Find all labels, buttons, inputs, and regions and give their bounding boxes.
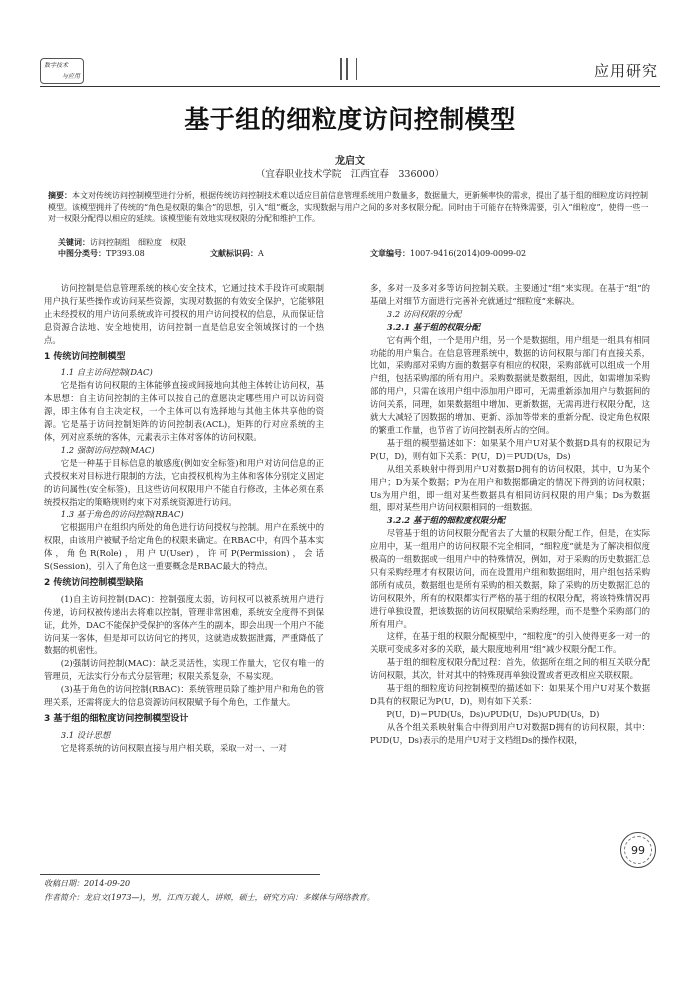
- intro-paragraph: 访问控制是信息管理系统的核心安全技术，它通过技术手段许可或限制用户执行某些操作或访问某些资源，实现对数据的有效安全保护，它能够阻止未经授权的用户访问系统或许可授权的用户访问授权的信息，从而保证信息资源合法地、安全地使用，访问控制一直是信息安全领域探讨的一个热点。: [44, 283, 324, 345]
- paragraph: 多，多对一及多对多等访问控制关联。主要通过“组”来实现。在基于“组”的基础上对细节方面进行完善补充就通过“细粒度”来解决。: [370, 283, 650, 306]
- paper-title: 基于组的细粒度访问控制模型: [184, 105, 516, 134]
- paragraph: 这样，在基于组的权限分配模型中，“细粒度”的引入使得更多一对一的关联可变成多对多的关联，最大限度地利用“组”减少权限分配工作。: [370, 631, 650, 655]
- logo-line1: 数字技术: [44, 62, 69, 69]
- page-number-badge: [620, 832, 656, 868]
- subsubsection-heading: 3.2.2 基于组的细粒度权限分配: [386, 515, 506, 526]
- doc-value: A: [258, 249, 264, 258]
- paragraph: 基于组的模型描述如下：如果某个用户U对某个数据D具有的权限记为P(U，D)，则有如下关系：P(U，D)＝PUD(Us，Ds): [370, 437, 650, 461]
- abstract-label: 摘要：: [48, 191, 72, 200]
- journal-logo: [40, 58, 84, 84]
- subsection-heading: 1.1 自主访问控制(DAC): [60, 367, 153, 378]
- paragraph: (1)自主访问控制(DAC)：控制强度太弱，访问权可以被系统用户进行传递，访问权被传递出去将难以控制，管理非常困难，系统安全度得不到保证，此外，DAC不能保护受保护的客体产生的副本，即会出现一个用户不能访问某一客体，但是却可以访问它的拷贝，这就造成数据泄露，严重降低了数据的机密性。: [44, 593, 324, 656]
- doc-label: 文献标识码：: [210, 249, 258, 258]
- paragraph: 基于组的细粒度权限分配过程：首先，依据所在组之间的相互关联分配访问权限，其次，针对其中的特殊现再单独设置或者更改相应关联权限。: [370, 657, 650, 681]
- paragraph: 它是一种基于目标信息的敏感度(例如安全标签)和用户对访问信息的正式授权来对目标进行限制的方法，它由授权机构为主体和客体分别定义固定的访问属性(安全标签)，且这些访问权限用户不能自行修改，主体必须在系统授权指定的策略规则约束下对系统资源进行访问。: [44, 457, 324, 507]
- subsubsection-heading: 3.2.1 基于组的权限分配: [386, 321, 481, 332]
- left-column: [44, 282, 324, 755]
- doc-code: [210, 248, 264, 259]
- logo-line2: 与应用: [61, 73, 80, 80]
- subsection-heading: 1.2 强制访问控制(MAC): [60, 444, 155, 455]
- id-label: 文章编号：: [370, 249, 410, 258]
- author-bio: 作者简介：龙启文(1973—)，男，江西万载人，讲师，硕士，研究方向：多媒体与网络教育。: [44, 893, 375, 902]
- paragraph: 基于组的细粒度访问控制模型的描述如下：如果某个用户U对某个数据D具有的权限记为P(U，D)，则有如下关系：: [370, 683, 650, 706]
- paragraph: 尽管基于组的访问权限分配省去了大量的权限分配工作，但是，在实际应用中，某一组用户的访问权限不完全相同，“细粒度”就是为了解决相似度极高的一组数据或一组用户中的特殊情况，例如，对于采购的历史数据汇总只有采购经理才有权限访问，而在设置用户组和数据组时，用户组包括采购部所有成员，数据组也是所有采购的相关数据，除了采购的历史数据汇总的访问权限外，所有的权限都实行严格的基于组的权限分配，将该特殊情况再进行单独设置，把该数据的访问权限赋给采购经理，而不是整个采购部门的所有用户。: [370, 528, 650, 629]
- paragraph: 从各个组关系映射集合中得到用户U对数据D拥有的访问权限，其中：PUD(U，Ds)表示的是用户U对于文档组Ds的操作权限，: [370, 721, 650, 745]
- affiliation: （宜春职业技术学院 江西宜春 336000）: [255, 169, 445, 180]
- subsection-heading: 3.1 设计思想: [60, 729, 111, 740]
- section-heading: 2 传统访问控制模型缺陷: [44, 577, 144, 588]
- paragraph: 它根据用户在组织内所处的角色进行访问授权与控制。用户在系统中的权限，由该用户被赋予给定角色的权限来确定。在RBAC中，有四个基本实体，角色R(Role)，用户U(User)，许可P(Permission)，会话S(Session)，引入了角色这一重要概念是RBAC最大的特点。: [44, 522, 324, 572]
- received-date: 收稿日期：2014-09-20: [44, 879, 131, 888]
- header-bar: [340, 58, 342, 80]
- paragraph: (3)基于角色的访问控制(RBAC)：系统管理员除了维护用户和角色的管理关系，还需将庞大的信息资源访问权限赋予每个角色，工作量大。: [44, 684, 324, 708]
- id-value: 1007-9416(2014)09-0099-02: [410, 249, 527, 258]
- keywords-label: 关键词：: [58, 238, 90, 247]
- subsection-heading: 3.2 访问权限的分配: [386, 308, 462, 319]
- header-bar: [356, 58, 357, 80]
- keywords: [58, 237, 186, 248]
- paragraph: 它有两个组，一个是用户组，另一个是数据组，用户组是一组具有相同功能的用户集合。在信息管理系统中，数据的访问权限与部门有直接关系，比如，采购部对采购方面的数据享有相应的权限，采购部就可以组成一个用户组，包括采购部的所有用户。采购数据就是数据组，因此，如需增加采购部的用户，只需在该用户组中添加用户即可，无需重新添加用户与数据间的访问关系，同理，如果数据组中增加、更新数据，无需再进行权限分配，这就大大减轻了因数据的增加、更新、添加等带来的重新分配、设定角色权限的繁重工作量，也节省了访问控制表所占的空间。: [370, 334, 650, 435]
- section-label: 应用研究: [593, 62, 658, 80]
- header-rule: [40, 86, 660, 87]
- right-column: [370, 282, 650, 747]
- section-heading: 1 传统访问控制模型: [44, 351, 126, 362]
- clc-value: TP393.08: [106, 249, 145, 258]
- paragraph: 它是将系统的访问权限直接与用户相关联，采取一对一、一对: [60, 742, 287, 753]
- subsection-heading: 1.3 基于角色的访问控制(RBAC): [60, 509, 184, 520]
- equation: P(U，D)＝PUD(Us，Ds)∪PUD(U，Ds)∪PUD(Us，D): [386, 708, 600, 719]
- author: 龙启文: [335, 156, 365, 167]
- page-number: 99: [631, 843, 645, 857]
- header-bar: [346, 58, 348, 80]
- keywords-text: 访问控制组 细粒度 权限: [90, 238, 186, 247]
- paragraph: 它是指有访问权限的主体能够直接或间接地向其他主体转让访问权，基本思想：自主访问控制的主体可以按自己的意愿决定哪些用户可以访问资源，即主体有自主决定权，一个主体可以有选择地与其他主体共享他的资源。它是基于访问控制矩阵的访问控制表(ACL)，矩阵的行对应系统的主体，列对应系统的客体，元素表示主体对客体的访问权限。: [44, 380, 324, 442]
- clc-number: [58, 248, 145, 259]
- section-heading: 3 基于组的细粒度访问控制模型设计: [44, 714, 189, 724]
- paragraph: (2)强制访问控制(MAC)：缺乏灵活性，实现工作量大，它仅有唯一的管理员，无法实行分布式分层管理；权限关系复杂，不易实现。: [44, 658, 324, 682]
- paragraph: 从组关系映射中得到用户U对数据D拥有的访问权限，其中，U为某个用户；D为某个数据；P为在用户和数据都确定的情况下得到的访问权限；Us为用户组，即一组对某些数据具有相同访问权限的用户集；Ds为数据组，即对某些用户访问权限相同的一组数据。: [370, 463, 650, 513]
- footnote-rule: [40, 874, 320, 875]
- article-id: [370, 248, 526, 259]
- clc-label: 中图分类号：: [58, 249, 106, 258]
- abstract: [48, 190, 652, 225]
- abstract-text: 本文对传统访问控制模型进行分析，根据传统访问控制技术难以适应目前信息管理系统用户数量多，数据量大，更新频率快的需求，提出了基于组的细粒度访问控制模型。该模型拥并了传统的“角色是权限的集合”的思想，引入“组”概念，实现数据与用户之间的多对多权限分配。同时由于可能存在特殊需要，引入“细粒度”，使得一些一对一权限分配得以相应的延续。该模型能有效地实现权限的分配和维护工作。: [48, 191, 649, 223]
